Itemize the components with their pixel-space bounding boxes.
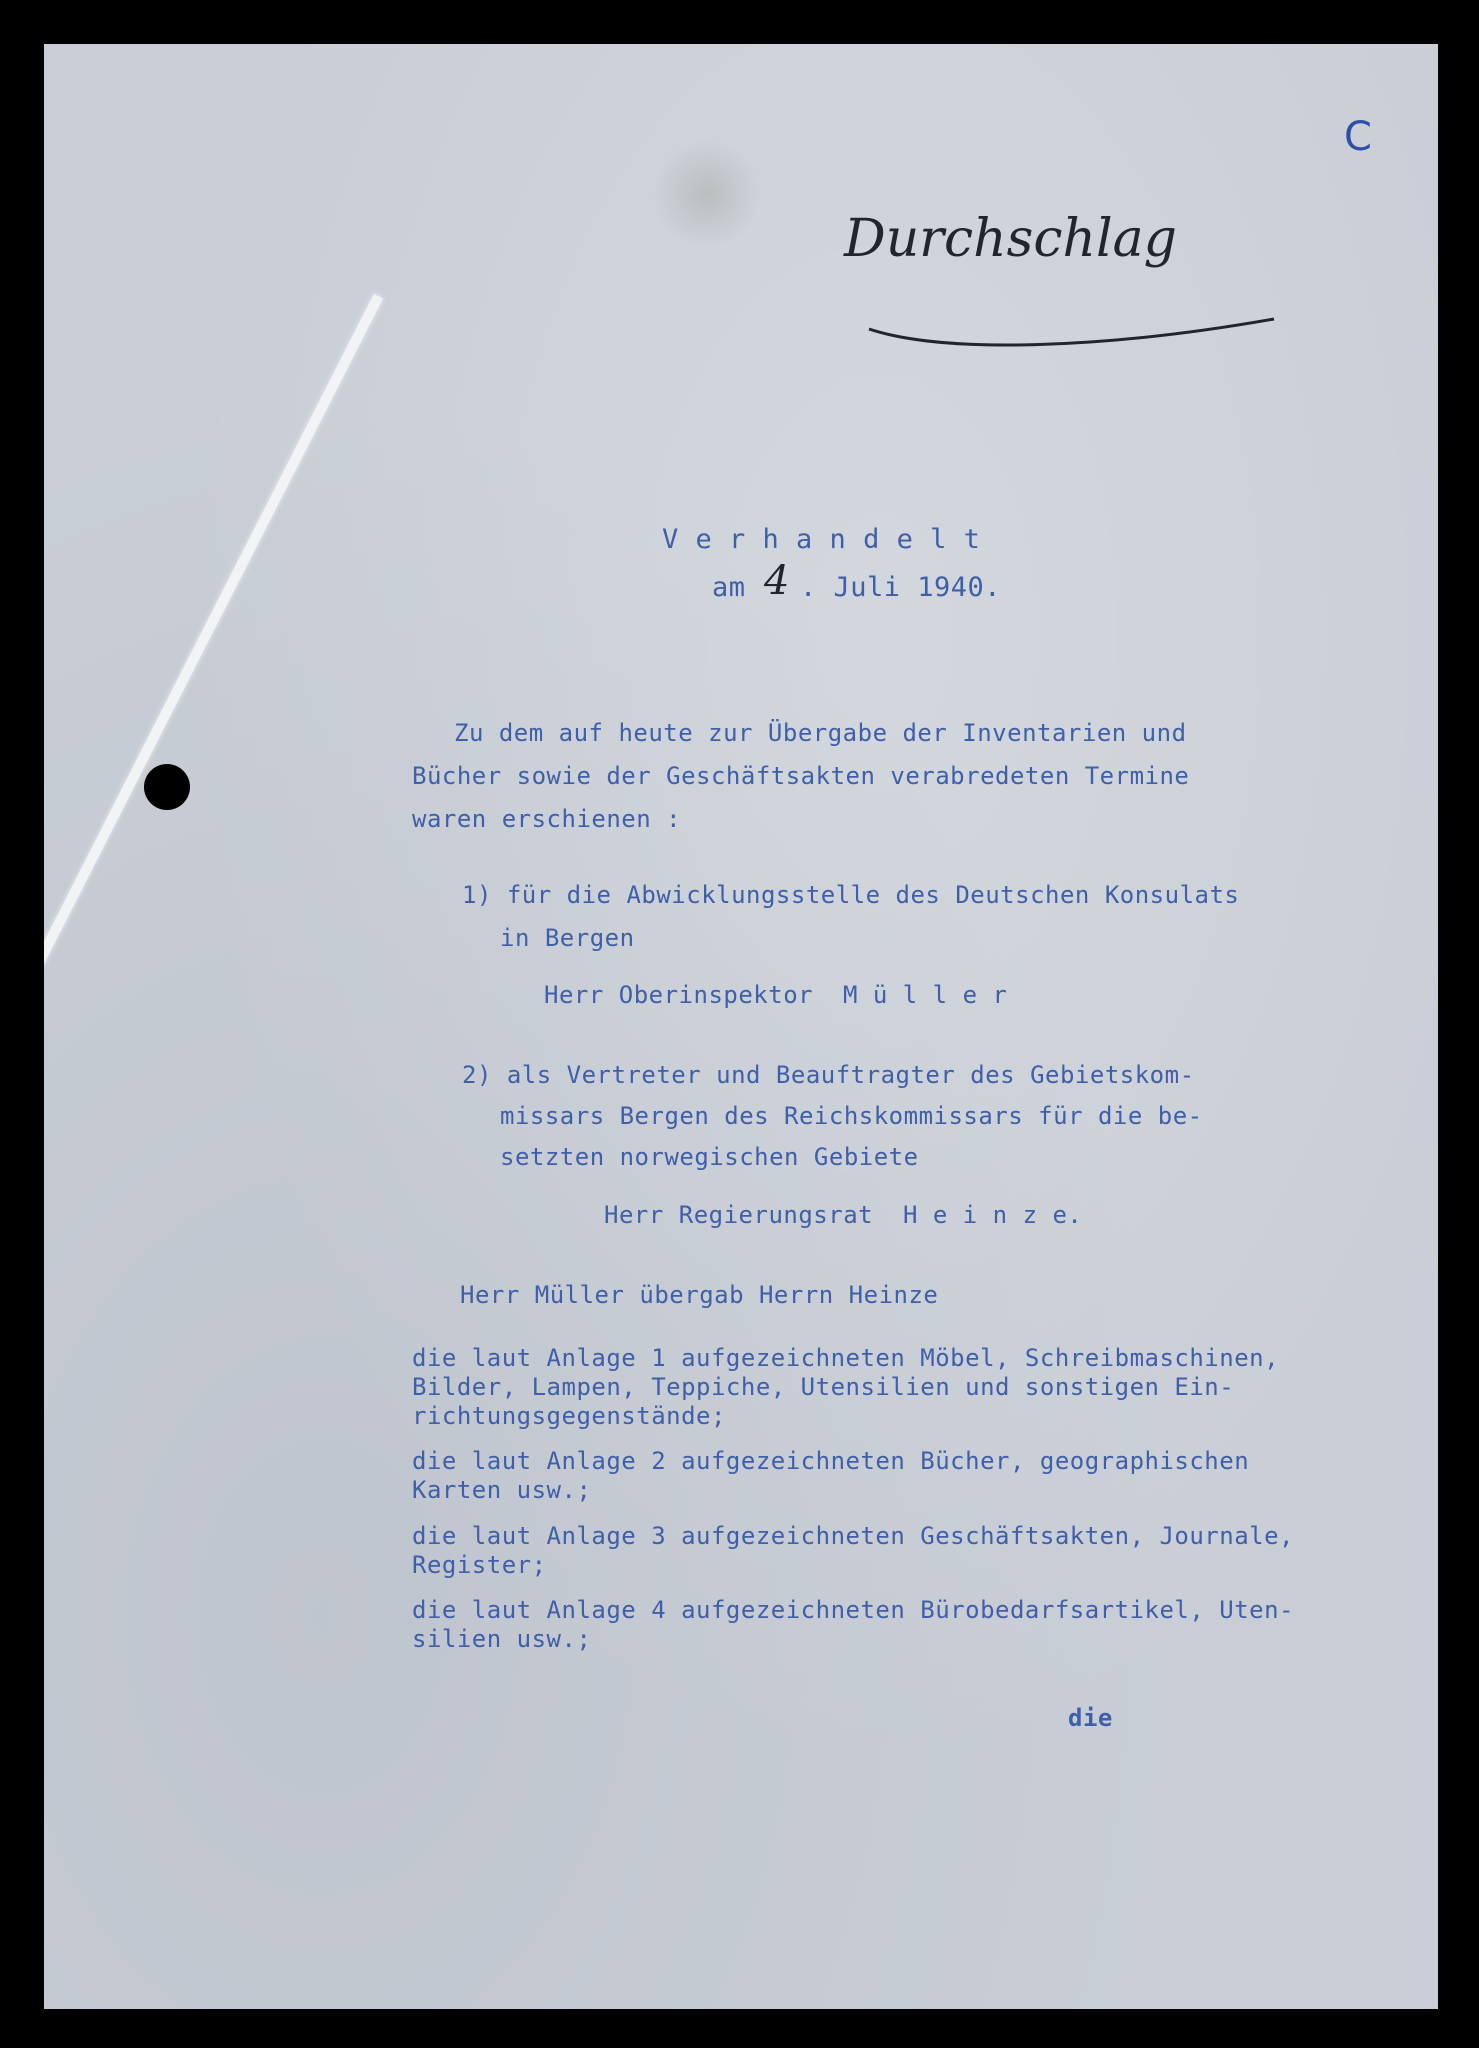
document-title: V e r h a n d e l t <box>662 524 981 555</box>
handwritten-underline <box>864 299 1284 359</box>
item-1-line-2: Bilder, Lampen, Teppiche, Utensilien und sonstigen Ein- <box>412 1373 1235 1401</box>
party2-line-2: missars Bergen des Reichskommissars für die be- <box>500 1102 1203 1130</box>
paper-fold-crease <box>44 294 383 1368</box>
item-4-line-2: silien usw.; <box>412 1625 592 1653</box>
intro-line-2: Bücher sowie der Geschäftsakten verabredeten Termine <box>412 762 1190 790</box>
party1-line-2: in Bergen <box>500 924 635 952</box>
item-2-line-2: Karten usw.; <box>412 1476 592 1504</box>
party1-line-1: 1) für die Abwicklungsstelle des Deutschen Konsulats <box>462 881 1240 909</box>
party1-person: Herr Oberinspektor M ü l l e r <box>544 981 1008 1009</box>
intro-line-3: waren erschienen : <box>412 805 682 833</box>
handwritten-label: Durchschlag <box>844 209 1177 269</box>
date-prefix: am <box>712 572 746 603</box>
intro-line-1: Zu dem auf heute zur Übergabe der Inventarien und <box>454 719 1187 747</box>
item-4-line-1: die laut Anlage 4 aufgezeichneten Bürobedarfsartikel, Uten- <box>412 1596 1295 1624</box>
party2-line-1: 2) als Vertreter und Beauftragter des Gebietskom- <box>462 1061 1195 1089</box>
catchword: die <box>1068 1704 1113 1732</box>
document-page <box>44 44 1438 2009</box>
party2-person: Herr Regierungsrat H e i n z e. <box>604 1201 1083 1229</box>
party2-line-3: setzten norwegischen Gebiete <box>500 1143 919 1171</box>
date-suffix: . Juli 1940. <box>800 572 1002 603</box>
corner-mark: C <box>1344 114 1372 160</box>
item-1-line-3: richtungsgegenstände; <box>412 1402 726 1430</box>
item-3-line-2: Register; <box>412 1551 547 1579</box>
date-day-handwritten: 4 <box>764 558 790 604</box>
punch-hole <box>144 764 190 810</box>
paper-stain <box>652 139 762 249</box>
handover-sentence: Herr Müller übergab Herrn Heinze <box>460 1281 939 1309</box>
item-1-line-1: die laut Anlage 1 aufgezeichneten Möbel, Schreibmaschinen, <box>412 1344 1280 1372</box>
item-3-line-1: die laut Anlage 3 aufgezeichneten Geschäftsakten, Journale, <box>412 1522 1295 1550</box>
item-2-line-1: die laut Anlage 2 aufgezeichneten Bücher, geographischen <box>412 1447 1250 1475</box>
